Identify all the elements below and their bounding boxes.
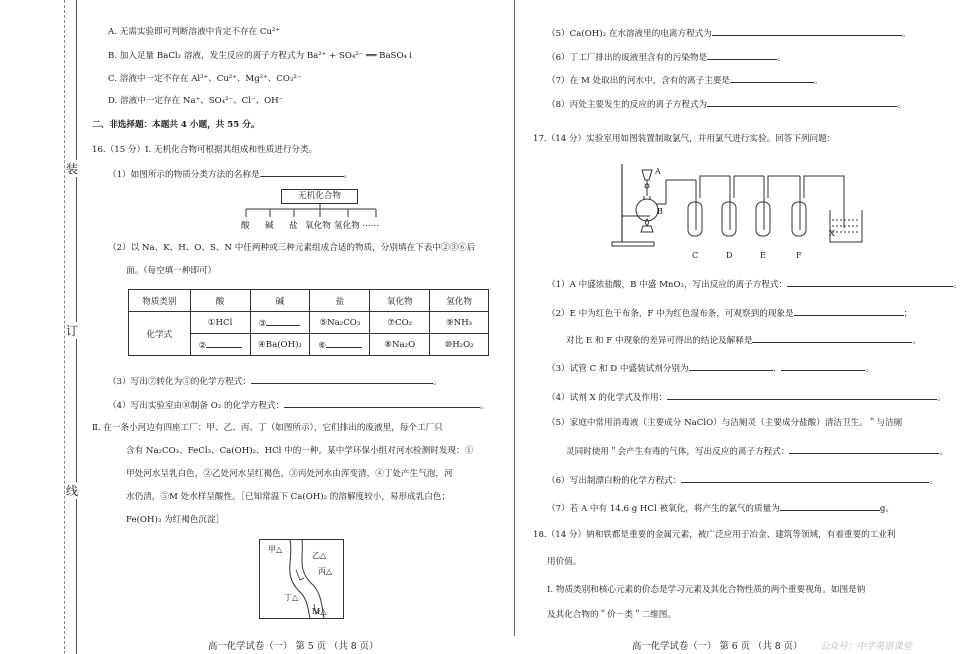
q16-p1: （1）如图所示的物质分类方法的名称是 。 [108,170,353,180]
q17-p2b: 对比 E 和 F 中现象的差异可得出的结论及解释是 。 [566,336,922,346]
q16-intro: 16.（15 分）Ⅰ. 无机化合物可根据其组成和性质进行分类。 [92,145,318,155]
label-c: C [692,251,699,260]
table-cell: ⑦CO₂ [370,312,430,334]
tree-leaf-hydride: 氢化物 [334,221,360,231]
table-header: 氢化物 [430,290,489,312]
q17-p3: （3）试管 C 和 D 中盛装试剂分别为 、 。 [547,364,874,374]
q16-p7: （7）在 M 处取出的河水中，含有的离子主要是 。 [547,76,823,86]
factory-yi: 乙△ [312,551,327,560]
table-row [129,312,489,334]
tree-leaf-oxide: 氧化物 [305,221,331,231]
tree-leaf-base: 碱 [265,221,274,231]
q16-ii-line2: 含有 Na₂CO₃、FeCl₃、Ca(OH)₂、HCl 中的一种。某中学环保小组对河水检测时发现：① [126,446,474,456]
tree-leaf-etc: …… [362,219,380,229]
label-d: D [726,251,733,260]
tree-leaf-salt: 盐 [289,221,298,231]
binding-char-xian: 线 [66,484,79,498]
q17-p7: （7）若 A 中有 14.6 g HCl 被氧化，将产生的氯气的质量为 g。 [547,504,894,514]
table-header: 物质类别 [129,290,191,312]
q15-option-d: D. 溶液中一定存在 Na⁺、SO₄²⁻、Cl⁻、OH⁻ [108,96,284,106]
q16-p2a: （2）以 Na、K、H、O、S、N 中任两种或三种元素组成合适的物质，分别填在下表中②③⑥后 [108,243,476,253]
q16-p8: （8）丙处主要发生的反应的离子方程式为 。 [547,100,906,110]
table-header: 氧化物 [370,290,430,312]
q17-p5b: 灵同时使用＂会产生有毒的气体，写出反应的离子方程式： 。 [566,447,949,457]
table-cell: ④Ba(OH)₂ [250,334,310,356]
q18-intro-2: 用价值。 [547,557,582,567]
q15-option-a: A. 无需实验即可判断溶液中肯定不存在 Cu²⁺ [108,27,280,37]
q17-p5a: （5）家庭中常用消毒液（主要成分 NaClO）与洁厕灵（主要成分盐酸）清洁卫生。＂与洁厕 [547,418,903,428]
table-header: 酸 [190,290,250,312]
q16-p5: （5）Ca(OH)₂ 在水溶液里的电离方程式为 。 [547,29,911,39]
q18-p1a: Ⅰ. 物质类别和核心元素的价态是学习元素及其化合物性质的两个重要视角。如图是钠 [547,585,866,595]
table-cell: ③ [250,312,310,334]
q16-table [128,289,489,356]
q15-option-c: C. 溶液中一定不存在 Al³⁺、Cu²⁺、Mg²⁺、CO₃²⁻ [108,74,302,84]
table-cell: ② [190,334,250,356]
table-cell: ①HCl [190,312,250,334]
q16-ii-line3: 甲处河水呈乳白色，②乙处河水呈红褐色，③丙处河水由浑变清，④丁处产生气泡，河 [126,469,453,479]
watermark: 公众号：中学英语课堂 [820,641,912,652]
table-cell: ⑩H₂O₂ [430,334,489,356]
river-diagram [259,539,344,619]
table-header: 碱 [250,290,310,312]
table-cell: ⑧Na₂O [370,334,430,356]
q17-intro: 17.（14 分）实验室用如图装置制取氯气，并用氯气进行实验。回答下列问题： [533,134,836,144]
q17-apparatus [604,158,884,250]
label-e: E [760,251,766,260]
binding-dashed-line [64,0,65,654]
footer-page-5: 高一化学试卷（一） 第 5 页 （共 8 页） [208,641,379,652]
q16-p2b: 面。（每空填一种即可） [126,266,217,276]
point-m: M△ [312,607,327,616]
q15-option-b: B. 加入足量 BaCl₂ 溶液，发生反应的离子方程式为 Ba²⁺ + SO₄²⁻ ══ BaSO₄↓ [108,51,415,61]
table-cell: ⑨NH₃ [430,312,489,334]
label-f: F [796,251,802,260]
table-row-label: 化学式 [129,312,191,356]
table-header: 盐 [310,290,370,312]
tree-leaf-acid: 酸 [241,221,250,231]
q18-intro-1: 18.（14 分）钠和铁都是重要的金属元素，被广泛应用于冶金、建筑等领域，有着重要的工业利 [533,530,896,540]
table-header-row [129,290,489,312]
section-2-heading: 二、非选择题：本题共 4 小题，共 55 分。 [92,120,260,130]
q16-ii-line4: 水仍清，⑤M 处水样呈酸性。［已知常温下 Ca(OH)₂ 的溶解度较小，易形成乳白色； [126,492,451,502]
factory-jia: 甲△ [268,545,283,554]
label-x: X [829,229,835,238]
q16-ii-line1: Ⅱ. 在一条小河边有四座工厂：甲、乙、丙、丁（如图所示），它们排出的废液里，每个工厂只 [92,423,443,433]
footer-page-6: 高一化学试卷（一） 第 6 页 （共 8 页） [632,641,803,652]
tree-root: 无机化合物 [281,189,358,204]
q17-p2a: （2）E 中为红色干布条，F 中为红色湿布条，可观察到的现象是 ； [547,309,913,319]
column-divider [514,0,515,636]
binding-char-zhuang: 装 [66,162,79,176]
binding-char-ding: 订 [66,324,79,338]
tree-lines [240,203,380,219]
q16-p4: （4）写出实验室由⑩制备 O₂ 的化学方程式： 。 [108,401,489,411]
q18-p1b: 及其化合物的＂价－类＂二维图。 [547,610,676,620]
table-cell: ⑤Na₂CO₃ [310,312,370,334]
q17-p4: （4）试剂 X 的化学式及作用： 。 [547,393,946,403]
q16-p6: （6）丁工厂排出的废液里含有的污染物是 。 [547,53,786,63]
table-cell: ⑥ [310,334,370,356]
q16-p3: （3）写出⑦转化为⑤的化学方程式： 。 [108,377,442,387]
q17-p6: （6）写出制漂白粉的化学方程式： 。 [547,476,938,486]
q17-p1: （1）A 中盛浓盐酸，B 中盛 MnO₂，写出反应的离子方程式： 。 [547,280,962,290]
label-b: B [657,207,663,216]
factory-ding: 丁△ [284,593,299,602]
label-a: A [655,167,661,176]
q16-ii-line5: Fe(OH)₃ 为红褐色沉淀］ [126,515,225,525]
factory-bing: 丙△ [318,567,333,576]
